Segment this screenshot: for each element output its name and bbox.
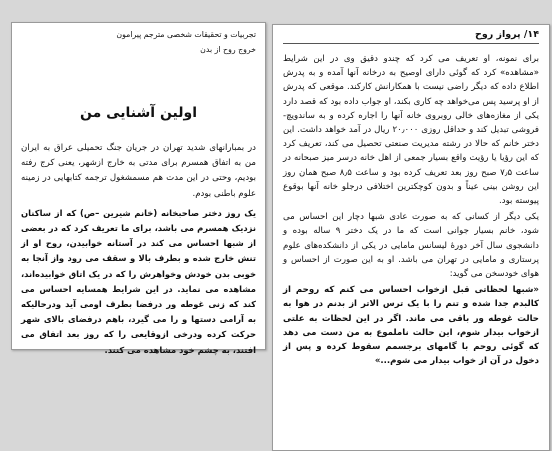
quoted-testimony: «شبها لحظاتی قبل ازخواب احساس می کنم که روحم از کالبدم جدا شده و تنم را با یک ترس الاتر از بدنم در هوا به حالت غوطه ور باقی می ماند. اگر در این لحظات به علتی ازخواب بیدار شوم، این حالت ناملموع به من دست می دهد که گوئی روحم با گامهای برجسمم سقوط کرده و پس از دخول در آن از خواب بیدار می شوم...» xyxy=(283,285,539,367)
right-page-header xyxy=(283,29,539,44)
left-page-header xyxy=(21,29,256,55)
right-paragraph-2: یکی دیگر از کسانی که به صورت عادی شبها دچار این احساس می شود، خانم بسیار جوانی است که ما در یک دختر ۹ ساله بوده و دانشجوی سال آخر دورهٔ لیسانس مامایی در یکی از دانشکده‌های علوم پرستاری و مامایی در تهران می باشد. او به این صورت از احساس و هوای خودسخن می گوید: xyxy=(283,212,539,280)
right-book-page xyxy=(272,24,550,451)
section-header-line-1: تجربیات و تحقیقات شخصی مترجم پیرامون xyxy=(116,30,256,39)
right-paragraph-1: برای نمونه، او تعریف می کرد که چندو دقیق وی در این شرایط «مشاهده» کرد که گوئی دارای اوصیح به درخانه آنها آمده و به پدرش اطلاع داده که دیگر راضی نیست با همکارانش کارکند. موقعی که پدرش از او پرسید پس می‌خواهد چه کاری بکند، او جواب داده بود که قصد دارد یکی از مغازه‌های خالی روبروی خانه آنها را اجاره کرده و به ساندویچ- فروشی تبدیل کند و حداقل روزی ۲۰٫۰۰۰ ریال در آمد خواهد داشت. این دختر خانم که حالا در رشته مدیریت صنعتی تحصیل می کند، تعریف کرد که این رؤیا یا رؤیت واقع بسیار جمعی از اهل خانه درسر میز صبحانه در ساعت ۷٫۵ صبح روز بعد تعریف کرده بود و ساعت ۸٫۵ صبح همان روز این روشن بینی عیناً و بدون کوچکترین اختلافی درجلو خانه آنها بوقوع پیوسته بود. xyxy=(283,54,539,207)
section-header-line-2: خروج روح از بدن xyxy=(200,45,256,54)
chapter-title: اولین آشنایی من xyxy=(79,105,198,121)
left-paragraph-2: یک روز دختر صاحبخانه (خانم شیرین –ص) که از ساکنان نزدیک همسرم می باشد، برای ما تعریف کرد که در بعضی از شبها احساس می کند در آستانه خوابیدن، روح او از تنش خارج شده و بطرف بالا و سقف می رود واز آنجا به خوبی بدن خودش وخواهرش را که در یک اتاق خوابیده‌اند، مشاهده می نماید. در این شرایط همسایه احساس می کند که زنی غوطه ور درفضا بطرف اومی آید ودرحالیکه به آرامی دستها و را می گیرد، باهم درفضای بالای شهر حرکت کرده ودرخی ازوقایعی را که روز بعد اتفاق می افتند، به چشم خود مشاهده می کنند. xyxy=(21,207,256,355)
left-paragraph-1: در بمبارانهای شدید تهران در جریان جنگ تحمیلی عراق به ایران من به اتفاق همسرم برای مدتی به خارج ازشهر، یعنی کرج رفته بودیم، وحتی در این مدت هم مسمشغول ترجمه کتابهایی در زمینه علوم باطنی بودم. xyxy=(21,143,256,199)
left-book-page xyxy=(11,22,266,355)
running-header: ۱۴/ پرواز روح xyxy=(474,29,539,40)
